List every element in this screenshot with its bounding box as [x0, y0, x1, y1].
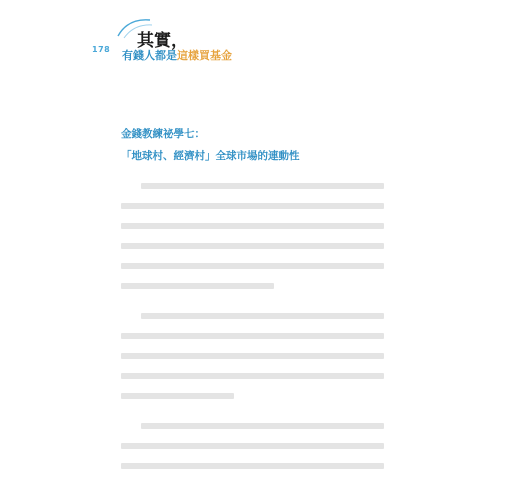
book-title-line-1: 其實，: [137, 31, 188, 51]
text-line-placeholder: [121, 196, 384, 216]
text-line-placeholder: [121, 176, 384, 196]
text-line-placeholder: [121, 276, 384, 296]
text-line-placeholder: [121, 416, 384, 436]
section-label: 金錢教練祕學七：: [121, 128, 205, 140]
paragraph: [121, 306, 384, 406]
book-title-prefix: 有錢人都是: [122, 49, 177, 62]
section-subtitle: 「地球村、經濟村」全球市場的連動性: [121, 150, 300, 162]
paragraph: [121, 176, 384, 296]
page-number: 178: [92, 45, 111, 54]
text-line-placeholder: [121, 456, 384, 476]
body-text: [121, 176, 384, 476]
text-line-placeholder: [121, 216, 384, 236]
text-line-placeholder: [121, 366, 384, 386]
text-line-placeholder: [121, 386, 384, 406]
text-line-placeholder: [121, 326, 384, 346]
chapter-content: [121, 126, 384, 486]
text-line-placeholder: [121, 236, 384, 256]
book-title-line-2: [122, 47, 232, 63]
text-line-placeholder: [121, 306, 384, 326]
book-title-highlight: 這樣買基金: [177, 49, 232, 62]
running-header: [92, 16, 292, 68]
text-line-placeholder: [121, 436, 384, 456]
text-line-placeholder: [121, 346, 384, 366]
text-line-placeholder: [121, 256, 384, 276]
paragraph: [121, 416, 384, 476]
